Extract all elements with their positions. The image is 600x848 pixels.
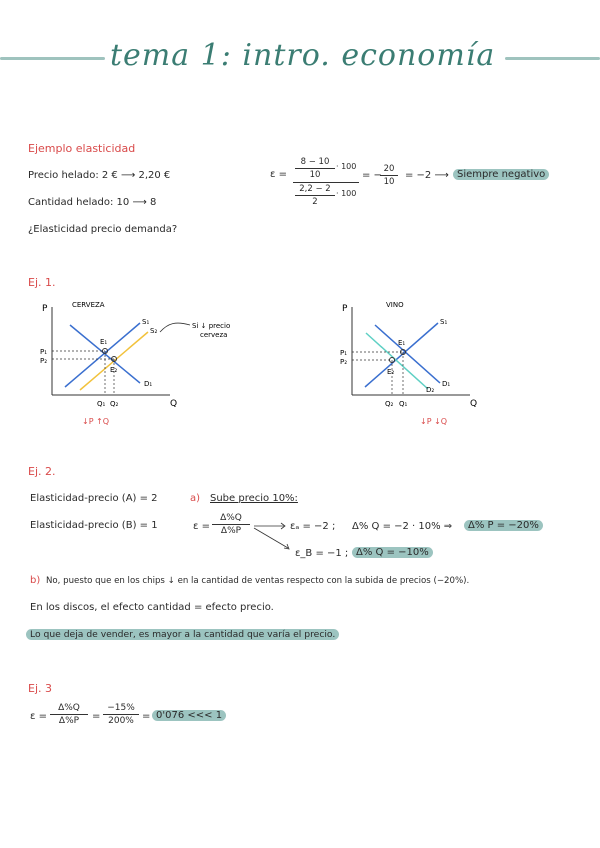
equals-minus: = − [362, 170, 382, 181]
ej2-fraction [212, 513, 250, 536]
den-bot: 2 [312, 197, 318, 207]
epsilon-symbol: ε = [270, 169, 287, 180]
label-e1: E₁ [100, 338, 108, 346]
supply-s1 [365, 323, 438, 387]
label-p2: P₂ [340, 358, 348, 366]
axis-q-label: Q [470, 399, 478, 409]
ej2-line2: En los discos, el efecto cantidad = efecto precio. [30, 602, 274, 613]
label-d1: D₁ [144, 380, 153, 388]
ej3-f2-bot: 200% [108, 716, 134, 726]
graph-title: VINO [386, 301, 404, 309]
axis-p-label: P [342, 304, 348, 314]
ej2-frac-bar [212, 524, 250, 525]
ej3-result: 0'076 <<< 1 [152, 710, 226, 721]
graph-title: CERVEZA [72, 301, 105, 309]
ej3-f1-bar [50, 714, 88, 715]
annotation-line1: Si ↓ precio [192, 322, 231, 330]
num-top: 8 − 10 [300, 157, 330, 167]
label-s1: S₁ [440, 318, 448, 326]
demand-d1 [375, 325, 440, 383]
result-text: = −2 ⟶ [405, 170, 449, 181]
annotation-arrow [160, 323, 190, 332]
title-rule-left [0, 57, 105, 60]
label-d1: D₁ [442, 380, 451, 388]
ej2-frac-bot: Δ%P [220, 526, 242, 536]
label-p1: P₁ [40, 348, 48, 356]
label-e2: E₂ [387, 368, 395, 376]
ea-equation: εₐ = −2 ; [290, 521, 336, 532]
annotation-line2: cerveza [200, 331, 228, 339]
num-bot: 10 [309, 170, 321, 180]
num-mult: · 100 [336, 162, 357, 171]
ej2-arrows [252, 518, 292, 558]
ej2-line3: Lo que deja de vender, es mayor a la cantidad que varía el precio. [26, 629, 339, 640]
title-rule-right [505, 57, 600, 60]
label-q2: Q₂ [110, 400, 119, 408]
ej2-heading: Ej. 2. [28, 465, 56, 478]
note-siempre-negativo: Siempre negativo [453, 169, 549, 180]
part-a-label: a) [190, 493, 201, 504]
nested-fraction-denominator [295, 184, 335, 207]
cantidad-helado: Cantidad helado: 10 ⟶ 8 [28, 197, 157, 208]
part-b-label: b) [30, 575, 41, 586]
precio-helado: Precio helado: 2 € ⟶ 2,20 € [28, 170, 171, 181]
f2-bar [380, 175, 398, 176]
ej3-fraction-2 [103, 703, 139, 726]
den-bar [295, 195, 335, 196]
page-title: tema 1: intro. economía [110, 38, 496, 73]
second-fraction [380, 164, 398, 187]
label-p2: P₂ [40, 357, 48, 365]
ej3-f2-bar [103, 714, 139, 715]
ej3-fraction-1 [50, 703, 88, 726]
eb-equation: ε_B = −1 ; [295, 548, 349, 559]
label-d2: D₂ [426, 386, 435, 394]
ea-result: Δ% P = −20% [464, 520, 543, 531]
axis-q-label: Q [170, 399, 178, 409]
arrow-to-eb [254, 528, 288, 548]
main-fraction-bar [293, 182, 359, 183]
label-q1: Q₁ [97, 400, 106, 408]
label-s2: S₂ [150, 327, 158, 335]
graph-result: ↓P ↓Q [420, 417, 448, 426]
graph-vino [330, 295, 500, 435]
pregunta-elasticidad: ¿Elasticidad precio demanda? [28, 224, 178, 235]
den-mult: · 100 [336, 189, 357, 198]
graph-cerveza [30, 295, 260, 435]
supply-s1 [65, 323, 140, 387]
ej1-heading: Ej. 1. [28, 276, 56, 289]
part-a-text: Sube precio 10%: [210, 493, 298, 504]
epsilon-symbol-ej3: ε = [30, 711, 47, 722]
label-q2: Q₂ [385, 400, 394, 408]
ea-calc: Δ% Q = −2 · 10% ⇒ [352, 521, 453, 532]
ej3-equals-1: = [92, 711, 101, 722]
label-q1: Q₁ [399, 400, 408, 408]
f2-top: 20 [383, 164, 395, 174]
label-s1: S₁ [142, 318, 150, 326]
label-e2: E₂ [110, 366, 118, 374]
ej3-f2-top: −15% [107, 703, 135, 713]
part-b-text: No, puesto que en los chips ↓ en la cantidad de ventas respecto con la subida de precios (−20%). [46, 576, 470, 586]
ej3-equals-2: = [142, 711, 151, 722]
label-p1: P₁ [340, 349, 348, 357]
den-top: 2,2 − 2 [299, 184, 331, 194]
ej3-heading: Ej. 3 [28, 682, 52, 695]
demand-d2 [366, 333, 428, 389]
ej3-f1-bot: Δ%P [58, 716, 80, 726]
label-e1: E₁ [398, 339, 406, 347]
ej2-frac-top: Δ%Q [220, 513, 242, 523]
eb-result: Δ% Q = −10% [352, 547, 433, 558]
elasticidad-b: Elasticidad-precio (B) = 1 [30, 520, 158, 531]
f2-bot: 10 [383, 177, 395, 187]
ej3-f1-top: Δ%Q [58, 703, 80, 713]
graph-result: ↓P ↑Q [82, 417, 110, 426]
axis-p-label: P [42, 304, 48, 314]
nested-fraction-numerator [295, 157, 335, 180]
elasticidad-heading: Ejemplo elasticidad [28, 142, 136, 155]
epsilon-symbol-ej2: ε = [193, 521, 210, 532]
num-bar [295, 168, 335, 169]
elasticidad-a: Elasticidad-precio (A) = 2 [30, 493, 158, 504]
